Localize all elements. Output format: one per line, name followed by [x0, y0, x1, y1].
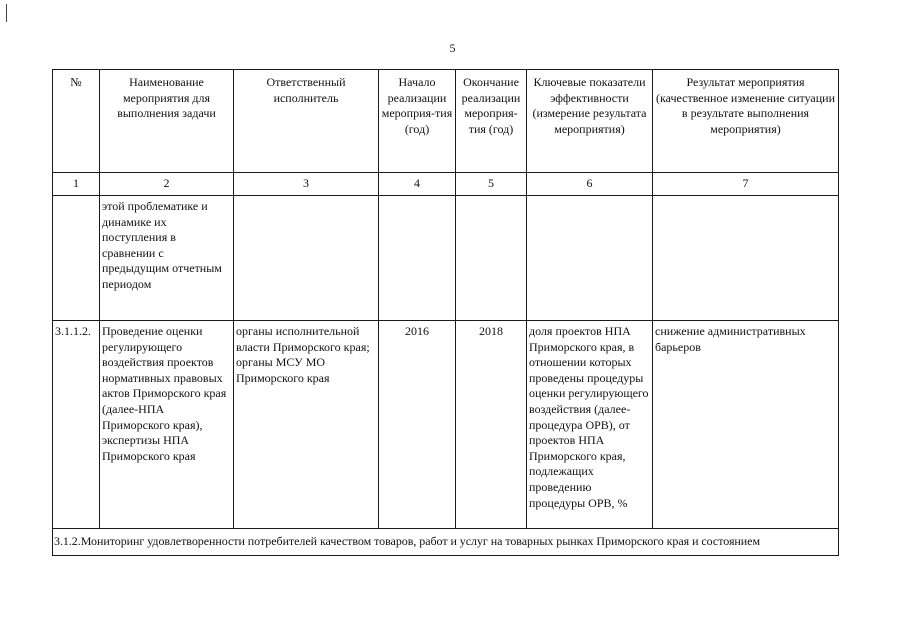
column-number: 3: [234, 173, 379, 196]
continuation-measure-name: этой проблематике и динамике их поступления в сравнении с предыдущим отчетным периодом: [100, 196, 234, 321]
empty-cell: [53, 196, 100, 321]
column-number-row: [53, 173, 839, 196]
item-executor: органы исполнительной власти Приморского края; органы МСУ МО Приморского края: [234, 321, 379, 529]
column-number: 1: [53, 173, 100, 196]
header-start-year: Начало реализации мероприя-тия (год): [379, 70, 456, 173]
item-number: 3.1.1.2.: [53, 321, 100, 529]
column-number: 6: [527, 173, 653, 196]
header-measure-name: Наименование мероприятия для выполнения задачи: [100, 70, 234, 173]
empty-cell: [456, 196, 527, 321]
empty-cell: [234, 196, 379, 321]
item-end-year: 2018: [456, 321, 527, 529]
item-kpi: доля проектов НПА Приморского края, в отношении которых проведены процедуры оценки регулирующего воздействия (далее-процедура ОРВ), от проектов НПА Приморского края, подлежащих проведению процедуры ОРВ, %: [527, 321, 653, 529]
empty-cell: [527, 196, 653, 321]
item-result: снижение административных барьеров: [653, 321, 839, 529]
continuation-row: [53, 196, 839, 321]
empty-cell: [379, 196, 456, 321]
column-number: 5: [456, 173, 527, 196]
header-executor: Ответственный исполнитель: [234, 70, 379, 173]
page-number: 5: [449, 41, 456, 55]
page-edge-mark: [6, 4, 7, 22]
empty-cell: [653, 196, 839, 321]
header-kpi: Ключевые показатели эффективности (измерение результата мероприятия): [527, 70, 653, 173]
item-start-year: 2016: [379, 321, 456, 529]
section-title: 3.1.2.Мониторинг удовлетворенности потребителей качеством товаров, работ и услуг на товарных рынках Приморского края и состоянием: [53, 529, 839, 556]
item-measure-name: Проведение оценки регулирующего воздействия проектов нормативных правовых актов Приморского края (далее-НПА Приморского края), экспертизы НПА Приморского края: [100, 321, 234, 529]
header-end-year: Окончание реализации мероприя-тия (год): [456, 70, 527, 173]
column-number: 7: [653, 173, 839, 196]
column-number: 2: [100, 173, 234, 196]
header-result: Результат мероприятия (качественное изменение ситуации в результате выполнения мероприятия): [653, 70, 839, 173]
section-row: [53, 529, 839, 556]
table-header-row: [53, 70, 839, 173]
header-number: №: [53, 70, 100, 173]
measures-table: [52, 69, 839, 556]
column-number: 4: [379, 173, 456, 196]
table-row: [53, 321, 839, 529]
